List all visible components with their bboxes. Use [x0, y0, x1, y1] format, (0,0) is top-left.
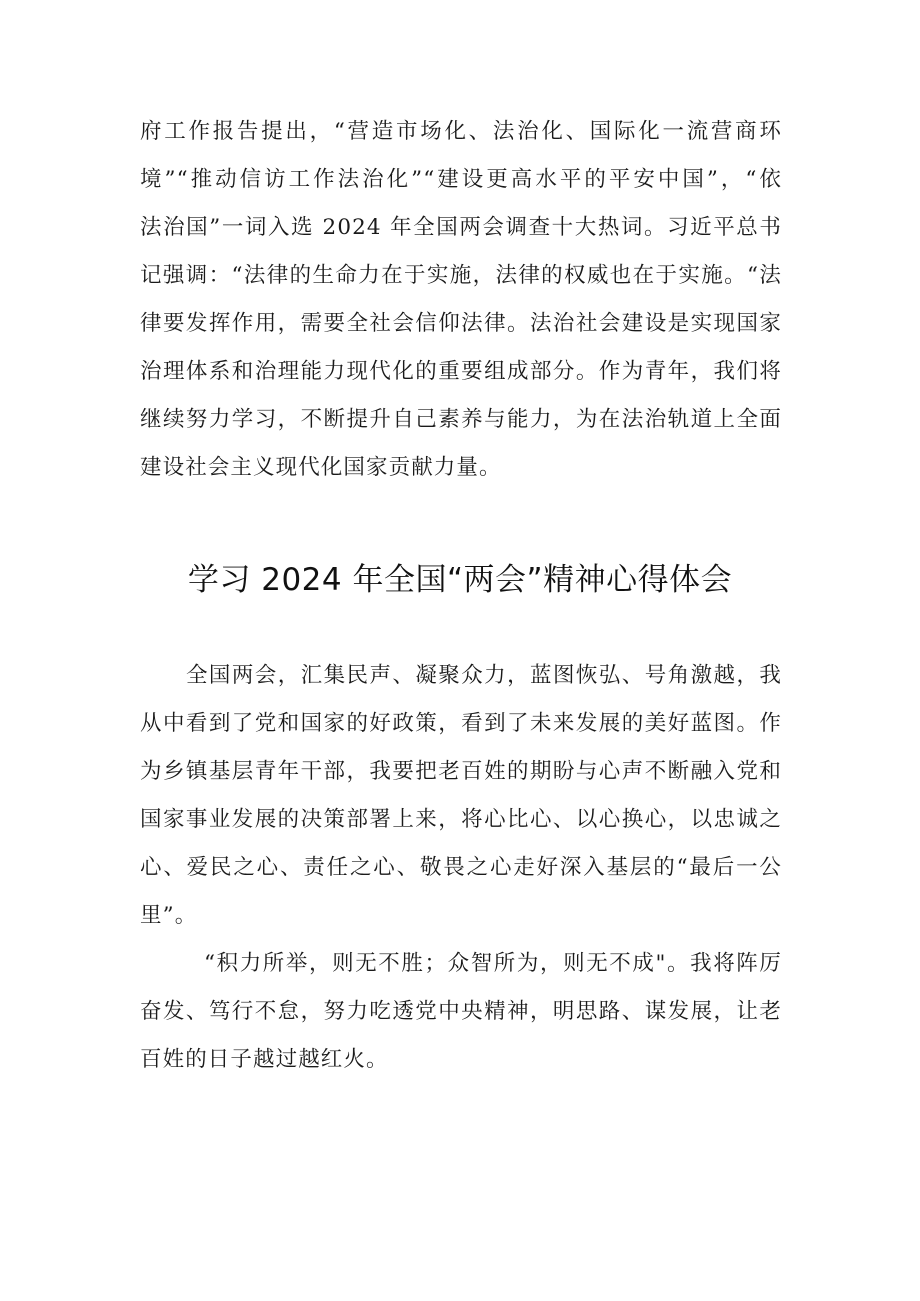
text-line: 为乡镇基层青年干部，我要把老百姓的期盼与心声不断融入党和	[140, 759, 782, 784]
text-line: 里”。	[140, 903, 198, 928]
text-line: 奋发、笃行不怠，努力吃透党中央精神，明思路、谋发展，让老	[140, 999, 782, 1024]
text-line: 百姓的日子越过越红火。	[140, 1047, 389, 1072]
article-title: 学习 2024 年全国“两会”精神心得体会	[187, 562, 733, 598]
article-paragraph-1	[140, 652, 782, 940]
article-paragraph-2	[140, 940, 782, 1084]
text-line: 心、爱民之心、责任之心、敬畏之心走好深入基层的“最后一公	[140, 855, 782, 880]
continued-paragraph	[140, 108, 782, 492]
text-line: 继续努力学习，不断提升自己素养与能力，为在法治轨道上全面	[140, 407, 782, 432]
text-line: 法治国”一词入选 2024 年全国两会调查十大热词。习近平总书	[140, 215, 782, 240]
text-line: 从中看到了党和国家的好政策，看到了未来发展的美好蓝图。作	[140, 711, 782, 736]
text-line: 府工作报告提出，“营造市场化、法治化、国际化一流营商环	[140, 119, 782, 144]
text-line: 全国两会，汇集民声、凝聚众力，蓝图恢弘、号角激越，我	[186, 663, 782, 688]
text-line: 建设社会主义现代化国家贡献力量。	[140, 455, 502, 480]
text-line: 律要发挥作用，需要全社会信仰法律。法治社会建设是实现国家	[140, 311, 782, 336]
text-line: 记强调：“法律的生命力在于实施，法律的权威也在于实施。“法	[140, 263, 782, 288]
text-line: 治理体系和治理能力现代化的重要组成部分。作为青年，我们将	[140, 359, 782, 384]
text-line: 境”“推动信访工作法治化”“建设更高水平的平安中国”，“依	[140, 167, 782, 192]
text-line: 国家事业发展的决策部署上来，将心比心、以心换心，以忠诚之	[140, 807, 782, 832]
text-line: “积力所举，则无不胜；众智所为，则无不成"。我将阵厉	[204, 951, 782, 976]
